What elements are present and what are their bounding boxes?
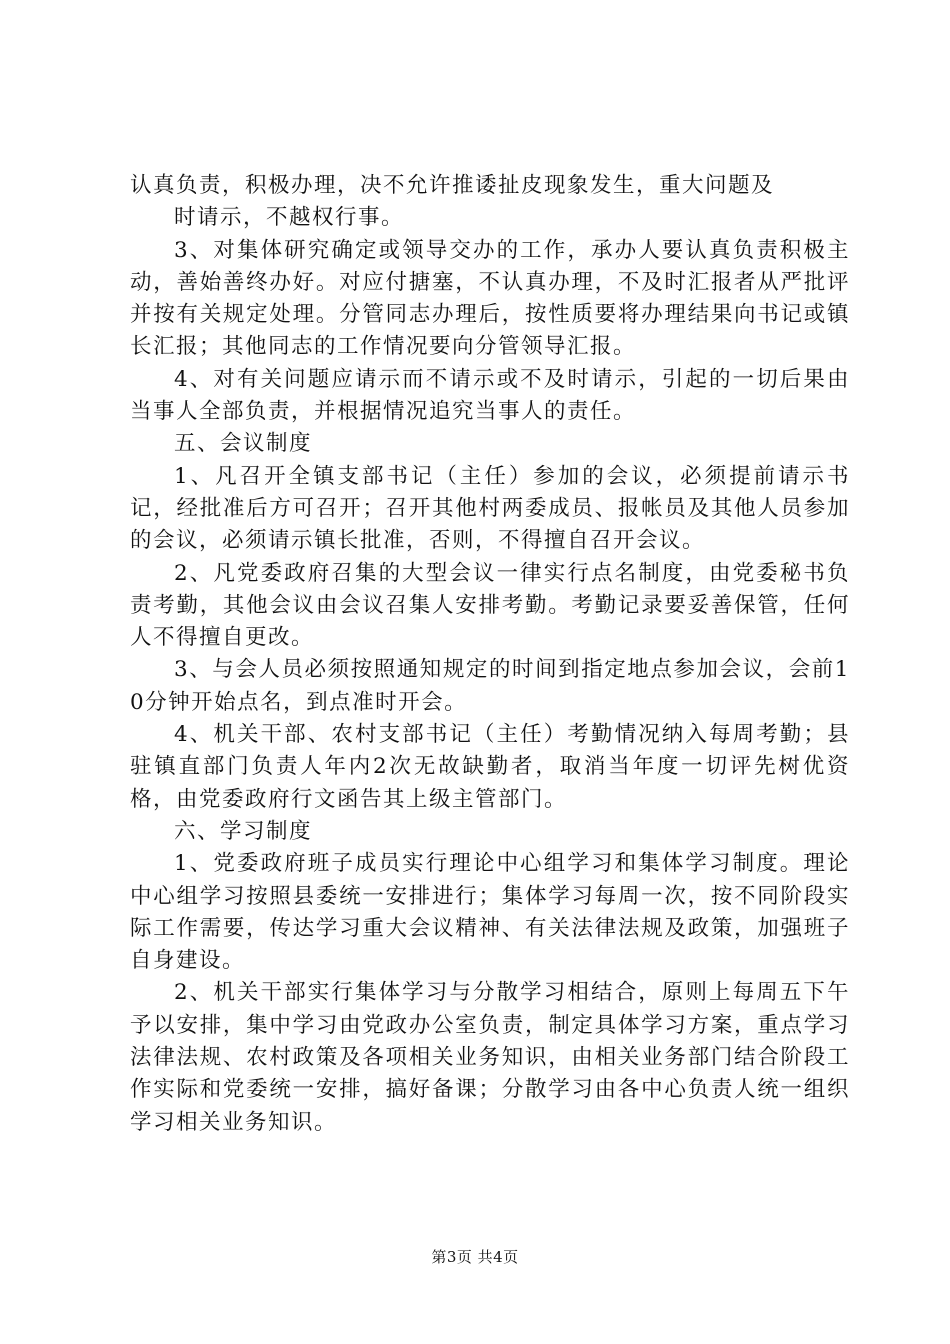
document-body xyxy=(130,170,850,1139)
paragraph-4: 4、对有关问题应请示而不请示或不及时请示，引起的一切后果由当事人全部负责，并根据情况追究当事人的责任。 xyxy=(130,366,850,425)
paragraph-1: 认真负责，积极办理，决不允许推诿扯皮现象发生，重大问题及 xyxy=(130,173,775,198)
paragraph-2: 时请示，不越权行事。 xyxy=(174,205,405,231)
paragraph-12: 2、机关干部实行集体学习与分散学习相结合，原则上每周五下午予以安排，集中学习由党政办公室负责，制定具体学习方案，重点学习法律法规、农村政策及各项相关业务知识，由相关业务部门结合阶段工作实际和党委统一安排，搞好备课；分散学习由各中心负责人统一组织学习相关业务知识。 xyxy=(130,980,850,1135)
section-heading-meetings: 五、会议制度 xyxy=(174,431,313,457)
section-heading-study: 六、学习制度 xyxy=(174,818,313,844)
paragraph-7: 2、凡党委政府召集的大型会议一律实行点名制度，由党委秘书负责考勤，其他会议由会议召集人安排考勤。考勤记录要妥善保管，任何人不得擅自更改。 xyxy=(130,560,850,651)
page-footer: 第3页 共4页 xyxy=(431,1248,519,1266)
paragraph-3: 3、对集体研究确定或领导交办的工作，承办人要认真负责积极主动，善始善终办好。对应付搪塞，不认真办理，不及时汇报者从严批评并按有关规定处理。分管同志办理后，按性质要将办理结果向书记或镇长汇报；其他同志的工作情况要向分管领导汇报。 xyxy=(130,237,850,360)
paragraph-8: 3、与会人员必须按照通知规定的时间到指定地点参加会议，会前10分钟开始点名，到点准时开会。 xyxy=(130,657,850,715)
paragraph-11: 1、党委政府班子成员实行理论中心组学习和集体学习制度。理论中心组学习按照县委统一安排进行；集体学习每周一次，按不同阶段实际工作需要，传达学习重大会议精神、有关法律法规及政策，加强班子自身建设。 xyxy=(130,851,850,974)
paragraph-6: 1、凡召开全镇支部书记（主任）参加的会议，必须提前请示书记，经批准后方可召开；召开其他村两委成员、报帐员及其他人员参加的会议，必须请示镇长批准，否则，不得擅自召开会议。 xyxy=(130,463,850,554)
paragraph-9: 4、机关干部、农村支部书记（主任）考勤情况纳入每周考勤；县驻镇直部门负责人年内2次无故缺勤者，取消当年度一切评先树优资格，由党委政府行文函告其上级主管部门。 xyxy=(130,722,850,812)
